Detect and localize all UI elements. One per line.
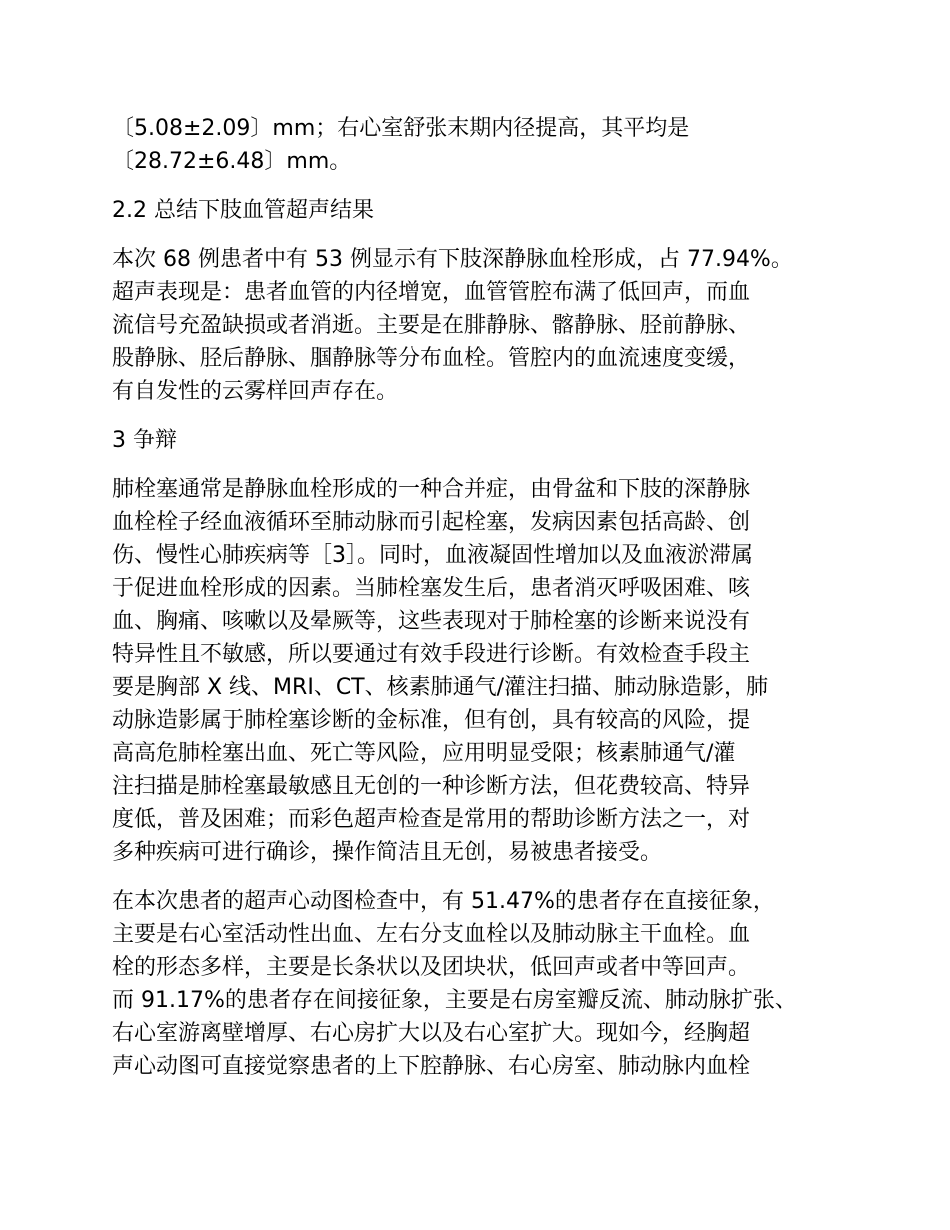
- text-line: 伤、慢性心肺疾病等［3］。同时，血液凝固性增加以及血液淤滞属: [112, 543, 753, 568]
- text-line: 流信号充盈缺损或者消逝。主要是在腓静脉、髂静脉、胫前静脉、: [112, 313, 751, 338]
- text-line: 多种疾病可进行确诊，操作简洁且无创，易被患者接受。: [112, 840, 663, 865]
- text-line: 血、胸痛、咳嗽以及晕厥等，这些表现对于肺栓塞的诊断来说没有: [112, 609, 751, 634]
- text-line: 在本次患者的超声心动图检查中，有 51.47%的患者存在直接征象，: [112, 889, 775, 914]
- text-line: 〔28.72±6.48〕mm。: [112, 149, 352, 174]
- text-line: 声心动图可直接觉察患者的上下腔静脉、右心房室、肺动脉内血栓: [112, 1054, 751, 1079]
- text-line: 右心室游离壁增厚、右心房扩大以及右心室扩大。现如今，经胸超: [112, 1021, 751, 1046]
- text-line: 栓的形态多样，主要是长条状以及团块状，低回声或者中等回声。: [112, 955, 751, 980]
- text-line: 特异性且不敏感，所以要通过有效手段进行诊断。有效检查手段主: [112, 642, 751, 667]
- text-line: 度低，普及困难；而彩色超声检查是常用的帮助诊断方法之一，对: [112, 807, 751, 832]
- paragraph-discussion-2: [112, 885, 847, 1083]
- text-line: 肺栓塞通常是静脉血栓形成的一种合并症，由骨盆和下肢的深静脉: [112, 477, 751, 502]
- section-heading-2-2: 2.2 总结下肢血管超声结果: [112, 198, 374, 223]
- text-line: 于促进血栓形成的因素。当肺栓塞发生后，患者消灭呼吸困难、咳: [112, 576, 751, 601]
- text-line: 本次 68 例患者中有 53 例显示有下肢深静脉血栓形成，占 77.94%。: [112, 247, 793, 272]
- text-line: 动脉造影属于肺栓塞诊断的金标准，但有创，具有较高的风险，提: [112, 708, 751, 733]
- text-line: 注扫描是肺栓塞最敏感且无创的一种诊断方法，但花费较高、特异: [112, 774, 751, 799]
- text-line: 主要是右心室活动性出血、左右分支血栓以及肺动脉主干血栓。血: [112, 922, 751, 947]
- text-line: 要是胸部 X 线、MRI、CT、核素肺通气/灌注扫描、肺动脉造影，肺: [112, 675, 769, 700]
- paragraph-discussion-1: [112, 473, 847, 869]
- paragraph-lower-limb-results: [112, 243, 847, 408]
- document-page: [112, 112, 847, 1099]
- paragraph-results-continued: [112, 112, 847, 178]
- text-line: 股静脉、胫后静脉、腘静脉等分布血栓。管腔内的血流速度变缓，: [112, 346, 751, 371]
- text-line: 而 91.17%的患者存在间接征象，主要是右房室瓣反流、肺动脉扩张、: [112, 988, 797, 1013]
- text-line: 有自发性的云雾样回声存在。: [112, 379, 399, 404]
- text-line: 超声表现是：患者血管的内径增宽，血管管腔布满了低回声，而血: [112, 280, 751, 305]
- text-line: 血栓栓子经血液循环至肺动脉而引起栓塞，发病因素包括高龄、创: [112, 510, 751, 535]
- section-heading-3: 3 争辩: [112, 428, 177, 453]
- text-line: 〔5.08±2.09〕mm；右心室舒张末期内径提高，其平均是: [112, 116, 690, 141]
- text-line: 高高危肺栓塞出血、死亡等风险，应用明显受限；核素肺通气/灌: [112, 741, 736, 766]
